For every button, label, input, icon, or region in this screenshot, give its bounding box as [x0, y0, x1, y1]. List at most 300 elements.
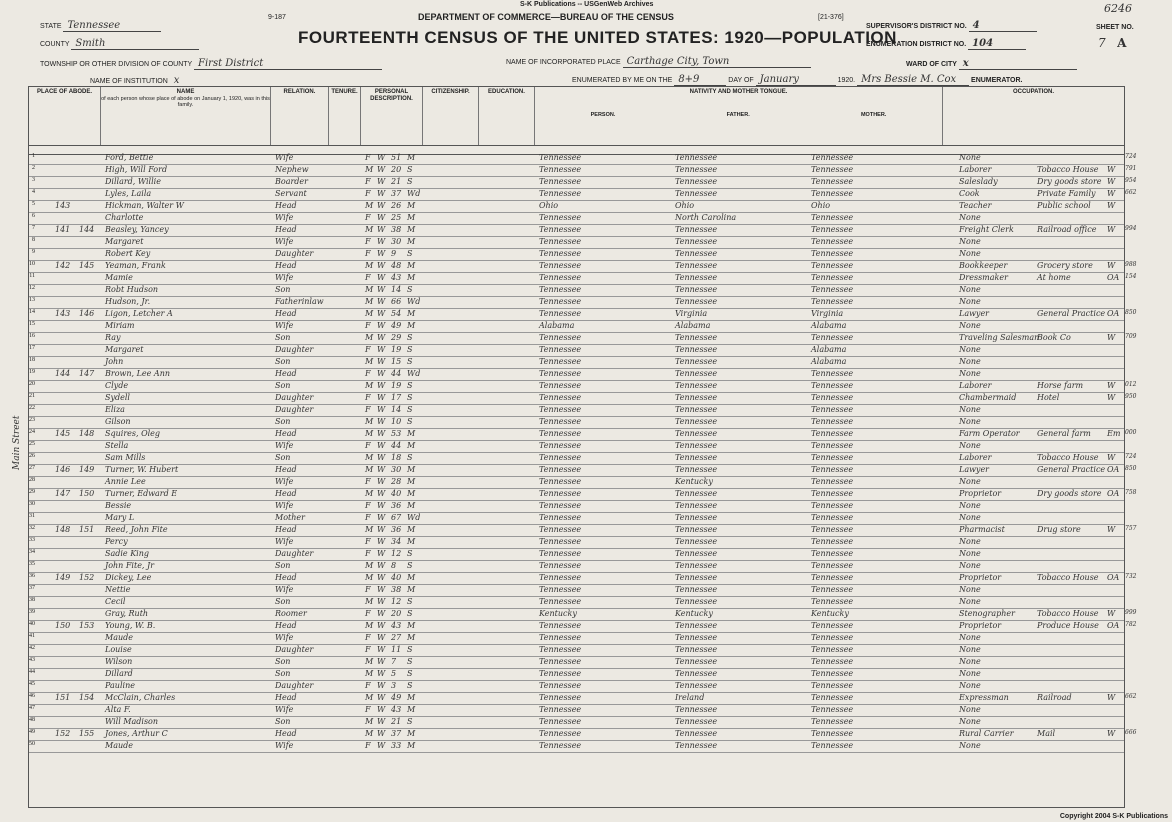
father-birthplace: Tennessee [675, 381, 718, 390]
sex: M [365, 489, 374, 498]
sex: F [365, 213, 371, 222]
occupation: Laborer [959, 165, 992, 174]
person-name: Brown, Lee Ann [105, 369, 171, 378]
sex: F [365, 249, 371, 258]
relation: Wife [275, 237, 294, 246]
occupation: None [959, 537, 981, 546]
marital-status: Wd [407, 297, 421, 306]
nativity-mother: MOTHER. [860, 111, 887, 118]
person-name: Ligon, Letcher A [105, 309, 173, 318]
relation: Wife [275, 501, 294, 510]
class-of-worker: W [1107, 381, 1116, 390]
line-number: 15 [29, 321, 35, 327]
person-name: Sydell [105, 393, 130, 402]
father-birthplace: Tennessee [675, 657, 718, 666]
mother-birthplace: Tennessee [811, 429, 854, 438]
race: W [377, 513, 386, 522]
sex: M [365, 201, 374, 210]
mother-birthplace: Tennessee [811, 669, 854, 678]
class-of-worker: W [1107, 165, 1116, 174]
occupation: None [959, 237, 981, 246]
person-name: High, Will Ford [105, 165, 168, 174]
sex: M [365, 525, 374, 534]
race: W [377, 177, 386, 186]
marital-status: S [407, 669, 413, 678]
race: W [377, 549, 386, 558]
sex: F [365, 153, 371, 162]
person-name: Dillard [105, 669, 133, 678]
occupation: None [959, 717, 981, 726]
table-row [29, 609, 1137, 621]
sex: M [365, 381, 374, 390]
person-name: Robert Key [105, 249, 151, 258]
age: 15 [391, 357, 402, 366]
marital-status: S [407, 609, 413, 618]
marital-status: M [407, 309, 416, 318]
occupation: None [959, 561, 981, 570]
father-birthplace: Tennessee [675, 669, 718, 678]
class-of-worker: W [1107, 189, 1116, 198]
occupation: None [959, 357, 981, 366]
age: 30 [391, 465, 402, 474]
industry: Railroad office [1037, 225, 1097, 234]
relation: Nephew [275, 165, 309, 174]
occupation: None [959, 405, 981, 414]
race: W [377, 573, 386, 582]
relation: Wife [275, 633, 294, 642]
person-name: Mary L [105, 513, 135, 522]
table-row [29, 525, 1137, 537]
sex: F [365, 741, 371, 750]
place-value: Carthage City, Town [623, 56, 811, 68]
table-row [29, 453, 1137, 465]
person-name: Jones, Arthur C [105, 729, 168, 738]
sex: F [365, 537, 371, 546]
relation: Head [275, 309, 297, 318]
person-name: Ray [105, 333, 121, 342]
race: W [377, 441, 386, 450]
line-number: 5 [32, 201, 35, 207]
relation: Son [275, 357, 291, 366]
relation: Wife [275, 321, 294, 330]
sex: M [365, 417, 374, 426]
family-number: 151 [79, 525, 95, 534]
father-birthplace: Tennessee [675, 369, 718, 378]
mother-birthplace: Tennessee [811, 441, 854, 450]
father-birthplace: Tennessee [675, 549, 718, 558]
occupation: None [959, 297, 981, 306]
margin-code: 154 [1125, 273, 1137, 280]
person-name: Young, W. B. [105, 621, 156, 630]
occupation: None [959, 645, 981, 654]
mother-birthplace: Tennessee [811, 213, 854, 222]
margin-code: 850 [1125, 309, 1137, 316]
relation: Daughter [275, 645, 314, 654]
sex: M [365, 453, 374, 462]
nativity-father: FATHER. [726, 111, 750, 118]
birthplace: Tennessee [539, 693, 582, 702]
mother-birthplace: Tennessee [811, 153, 854, 162]
line-number: 18 [29, 357, 35, 363]
dwelling-number: 151 [55, 693, 71, 702]
marital-status: S [407, 333, 413, 342]
relation: Son [275, 597, 291, 606]
father-birthplace: Tennessee [675, 345, 718, 354]
occupation: None [959, 501, 981, 510]
relation: Head [275, 693, 297, 702]
table-row [29, 213, 1124, 225]
age: 38 [391, 225, 402, 234]
mother-birthplace: Tennessee [811, 333, 854, 342]
person-name: Maude [105, 633, 133, 642]
mother-birthplace: Tennessee [811, 513, 854, 522]
table-row [29, 285, 1124, 297]
marital-status: M [407, 585, 416, 594]
line-number: 17 [29, 345, 35, 351]
class-of-worker: OA [1107, 309, 1120, 318]
age: 10 [391, 417, 402, 426]
table-row [29, 573, 1137, 585]
age: 5 [391, 669, 397, 678]
father-birthplace: Tennessee [675, 513, 718, 522]
occupation: Cook [959, 189, 980, 198]
birthplace: Tennessee [539, 597, 582, 606]
person-name: Percy [105, 537, 128, 546]
race: W [377, 165, 386, 174]
department: DEPARTMENT OF COMMERCE—BUREAU OF THE CENSUS [418, 12, 674, 22]
table-row [29, 225, 1137, 237]
industry: Tobacco House [1037, 609, 1099, 618]
relation: Head [275, 621, 297, 630]
class-of-worker: W [1107, 393, 1116, 402]
table-row [29, 297, 1124, 309]
age: 7 [391, 657, 397, 666]
dwelling-number: 148 [55, 525, 71, 534]
sex: F [365, 441, 371, 450]
relation: Head [275, 729, 297, 738]
sex: M [365, 465, 374, 474]
birthplace: Tennessee [539, 153, 582, 162]
age: 14 [391, 405, 402, 414]
mother-birthplace: Tennessee [811, 417, 854, 426]
age: 21 [391, 717, 402, 726]
table-row [29, 153, 1137, 165]
margin-code: 757 [1125, 525, 1137, 532]
race: W [377, 345, 386, 354]
father-birthplace: Tennessee [675, 417, 718, 426]
family-number: 146 [79, 309, 95, 318]
father-birthplace: Tennessee [675, 573, 718, 582]
race: W [377, 621, 386, 630]
mother-birthplace: Tennessee [811, 585, 854, 594]
table-row [29, 645, 1124, 657]
sex: M [365, 429, 374, 438]
marital-status: S [407, 249, 413, 258]
relation: Roomer [275, 609, 307, 618]
mother-birthplace: Alabama [811, 345, 847, 354]
marital-status: S [407, 285, 413, 294]
mother-birthplace: Tennessee [811, 645, 854, 654]
copyright: Copyright 2004 S-K Publications [1059, 813, 1168, 820]
relation: Head [275, 261, 297, 270]
mother-birthplace: Tennessee [811, 225, 854, 234]
sex: M [365, 669, 374, 678]
street-note: Main Street [12, 415, 22, 470]
mother-birthplace: Tennessee [811, 633, 854, 642]
relation: Wife [275, 705, 294, 714]
line-number: 36 [29, 573, 35, 579]
colhead-education: EDUCATION. [479, 87, 535, 145]
relation: Wife [275, 213, 294, 222]
sex: F [365, 645, 371, 654]
marital-status: S [407, 657, 413, 666]
line-number: 28 [29, 477, 35, 483]
table-row [29, 465, 1137, 477]
marital-status: Wd [407, 369, 421, 378]
sex: M [365, 285, 374, 294]
dwelling-number: 150 [55, 621, 71, 630]
table-row [29, 489, 1137, 501]
marital-status: M [407, 441, 416, 450]
institution-value: x [170, 75, 328, 87]
person-name: Stella [105, 441, 129, 450]
line-number: 7 [32, 225, 35, 231]
industry: Public school [1037, 201, 1091, 210]
class-of-worker: OA [1107, 465, 1120, 474]
race: W [377, 417, 386, 426]
person-name: Dickey, Lee [105, 573, 152, 582]
family-number: 150 [79, 489, 95, 498]
father-birthplace: Tennessee [675, 225, 718, 234]
sex: F [365, 681, 371, 690]
age: 21 [391, 177, 402, 186]
class-of-worker: OA [1107, 621, 1120, 630]
table-row [29, 477, 1124, 489]
industry: General farm [1037, 429, 1091, 438]
person-name: Gray, Ruth [105, 609, 149, 618]
margin-code: 782 [1125, 621, 1137, 628]
mother-birthplace: Tennessee [811, 741, 854, 750]
age: 49 [391, 321, 402, 330]
age: 28 [391, 477, 402, 486]
marital-status: S [407, 177, 413, 186]
person-name: Hudson, Jr. [105, 297, 151, 306]
mother-birthplace: Virginia [811, 309, 844, 318]
line-number: 23 [29, 417, 35, 423]
enumerated-month: January [756, 74, 836, 86]
sex: M [365, 357, 374, 366]
father-birthplace: Tennessee [675, 633, 718, 642]
table-row [29, 189, 1137, 201]
margin-code: 732 [1125, 573, 1137, 580]
sex: M [365, 261, 374, 270]
relation: Son [275, 453, 291, 462]
person-name: Cecil [105, 597, 126, 606]
father-birthplace: Alabama [675, 321, 711, 330]
father-birthplace: Tennessee [675, 357, 718, 366]
marital-status: M [407, 213, 416, 222]
mother-birthplace: Alabama [811, 321, 847, 330]
age: 48 [391, 261, 402, 270]
industry: Dry goods store [1037, 177, 1102, 186]
relation: Wife [275, 153, 294, 162]
father-birthplace: Tennessee [675, 717, 718, 726]
age: 34 [391, 537, 402, 546]
table-row [29, 429, 1137, 441]
dwelling-number: 152 [55, 729, 71, 738]
race: W [377, 429, 386, 438]
marital-status: M [407, 201, 416, 210]
sex: M [365, 309, 374, 318]
mother-birthplace: Kentucky [811, 609, 849, 618]
mother-birthplace: Tennessee [811, 261, 854, 270]
family-number: 149 [79, 465, 95, 474]
line-number: 12 [29, 285, 35, 291]
race: W [377, 261, 386, 270]
person-name: Turner, Edward E [105, 489, 178, 498]
race: W [377, 297, 386, 306]
person-name: Bessie [105, 501, 132, 510]
class-of-worker: OA [1107, 573, 1120, 582]
father-birthplace: Tennessee [675, 237, 718, 246]
person-name: Wilson [105, 657, 133, 666]
county-value: Smith [71, 38, 199, 50]
person-name: Annie Lee [105, 477, 146, 486]
line-number: 6 [32, 213, 35, 219]
industry: Tobacco House [1037, 453, 1099, 462]
mother-birthplace: Tennessee [811, 537, 854, 546]
family-number: 145 [79, 261, 95, 270]
relation: Wife [275, 441, 294, 450]
line-number: 16 [29, 333, 35, 339]
age: 11 [391, 645, 402, 654]
person-name: Gilson [105, 417, 131, 426]
sex: F [365, 273, 371, 282]
table-row [29, 417, 1124, 429]
birthplace: Tennessee [539, 261, 582, 270]
table-row [29, 669, 1124, 681]
class-of-worker: W [1107, 225, 1116, 234]
margin-code: 950 [1125, 393, 1137, 400]
relation: Fatherinlaw [275, 297, 324, 306]
line-number: 45 [29, 681, 35, 687]
person-name: Robt Hudson [105, 285, 159, 294]
age: 29 [391, 333, 402, 342]
birthplace: Tennessee [539, 681, 582, 690]
age: 25 [391, 213, 402, 222]
table-row [29, 621, 1137, 633]
dwelling-number: 146 [55, 465, 71, 474]
mother-birthplace: Alabama [811, 357, 847, 366]
ward: WARD OF CITY x [906, 58, 1077, 70]
father-birthplace: Tennessee [675, 405, 718, 414]
race: W [377, 465, 386, 474]
person-name: Clyde [105, 381, 129, 390]
marital-status: S [407, 597, 413, 606]
margin-code: 709 [1125, 333, 1137, 340]
mother-birthplace: Tennessee [811, 657, 854, 666]
census-table [28, 86, 1137, 808]
line-number: 32 [29, 525, 35, 531]
occupation: None [959, 741, 981, 750]
occupation: Expressman [959, 693, 1009, 702]
father-birthplace: Tennessee [675, 273, 718, 282]
dwelling-number: 142 [55, 261, 71, 270]
race: W [377, 633, 386, 642]
birthplace: Tennessee [539, 285, 582, 294]
race: W [377, 357, 386, 366]
marital-status: M [407, 621, 416, 630]
birthplace: Tennessee [539, 465, 582, 474]
township-value: First District [194, 58, 382, 70]
person-name: Dillard, Willie [105, 177, 161, 186]
table-row [29, 333, 1137, 345]
table-row [29, 693, 1137, 705]
township-label: TOWNSHIP OR OTHER DIVISION OF COUNTY First District [40, 58, 382, 70]
birthplace: Tennessee [539, 441, 582, 450]
person-name: Hickman, Walter W [105, 201, 184, 210]
mother-birthplace: Tennessee [811, 237, 854, 246]
table-row [29, 717, 1124, 729]
occupation: None [959, 657, 981, 666]
industry: At home [1037, 273, 1071, 282]
mother-birthplace: Tennessee [811, 693, 854, 702]
father-birthplace: Tennessee [675, 429, 718, 438]
marital-status: M [407, 237, 416, 246]
line-number: 44 [29, 669, 35, 675]
marital-status: S [407, 549, 413, 558]
dwelling-number: 144 [55, 369, 71, 378]
race: W [377, 501, 386, 510]
table-row [29, 309, 1137, 321]
race: W [377, 669, 386, 678]
birthplace: Tennessee [539, 297, 582, 306]
relation: Servant [275, 189, 307, 198]
line-number: 22 [29, 405, 35, 411]
mother-birthplace: Tennessee [811, 273, 854, 282]
mother-birthplace: Tennessee [811, 177, 854, 186]
relation: Son [275, 669, 291, 678]
line-number: 38 [29, 597, 35, 603]
age: 49 [391, 693, 402, 702]
race: W [377, 369, 386, 378]
industry: Mail [1037, 729, 1056, 738]
sex: M [365, 621, 374, 630]
class-of-worker: W [1107, 261, 1116, 270]
occupation: None [959, 513, 981, 522]
table-row [29, 585, 1124, 597]
race: W [377, 273, 386, 282]
line-number: 31 [29, 513, 35, 519]
birthplace: Tennessee [539, 489, 582, 498]
line-number: 29 [29, 489, 35, 495]
sex: F [365, 345, 371, 354]
marital-status: M [407, 573, 416, 582]
sex: F [365, 705, 371, 714]
birthplace: Tennessee [539, 177, 582, 186]
age: 30 [391, 237, 402, 246]
sex: F [365, 405, 371, 414]
age: 37 [391, 729, 402, 738]
family-number: 155 [79, 729, 95, 738]
table-row [29, 549, 1124, 561]
person-name: Turner, W. Hubert [105, 465, 179, 474]
father-birthplace: Tennessee [675, 297, 718, 306]
table-row [29, 633, 1124, 645]
father-birthplace: Tennessee [675, 189, 718, 198]
birthplace: Tennessee [539, 189, 582, 198]
age: 43 [391, 273, 402, 282]
